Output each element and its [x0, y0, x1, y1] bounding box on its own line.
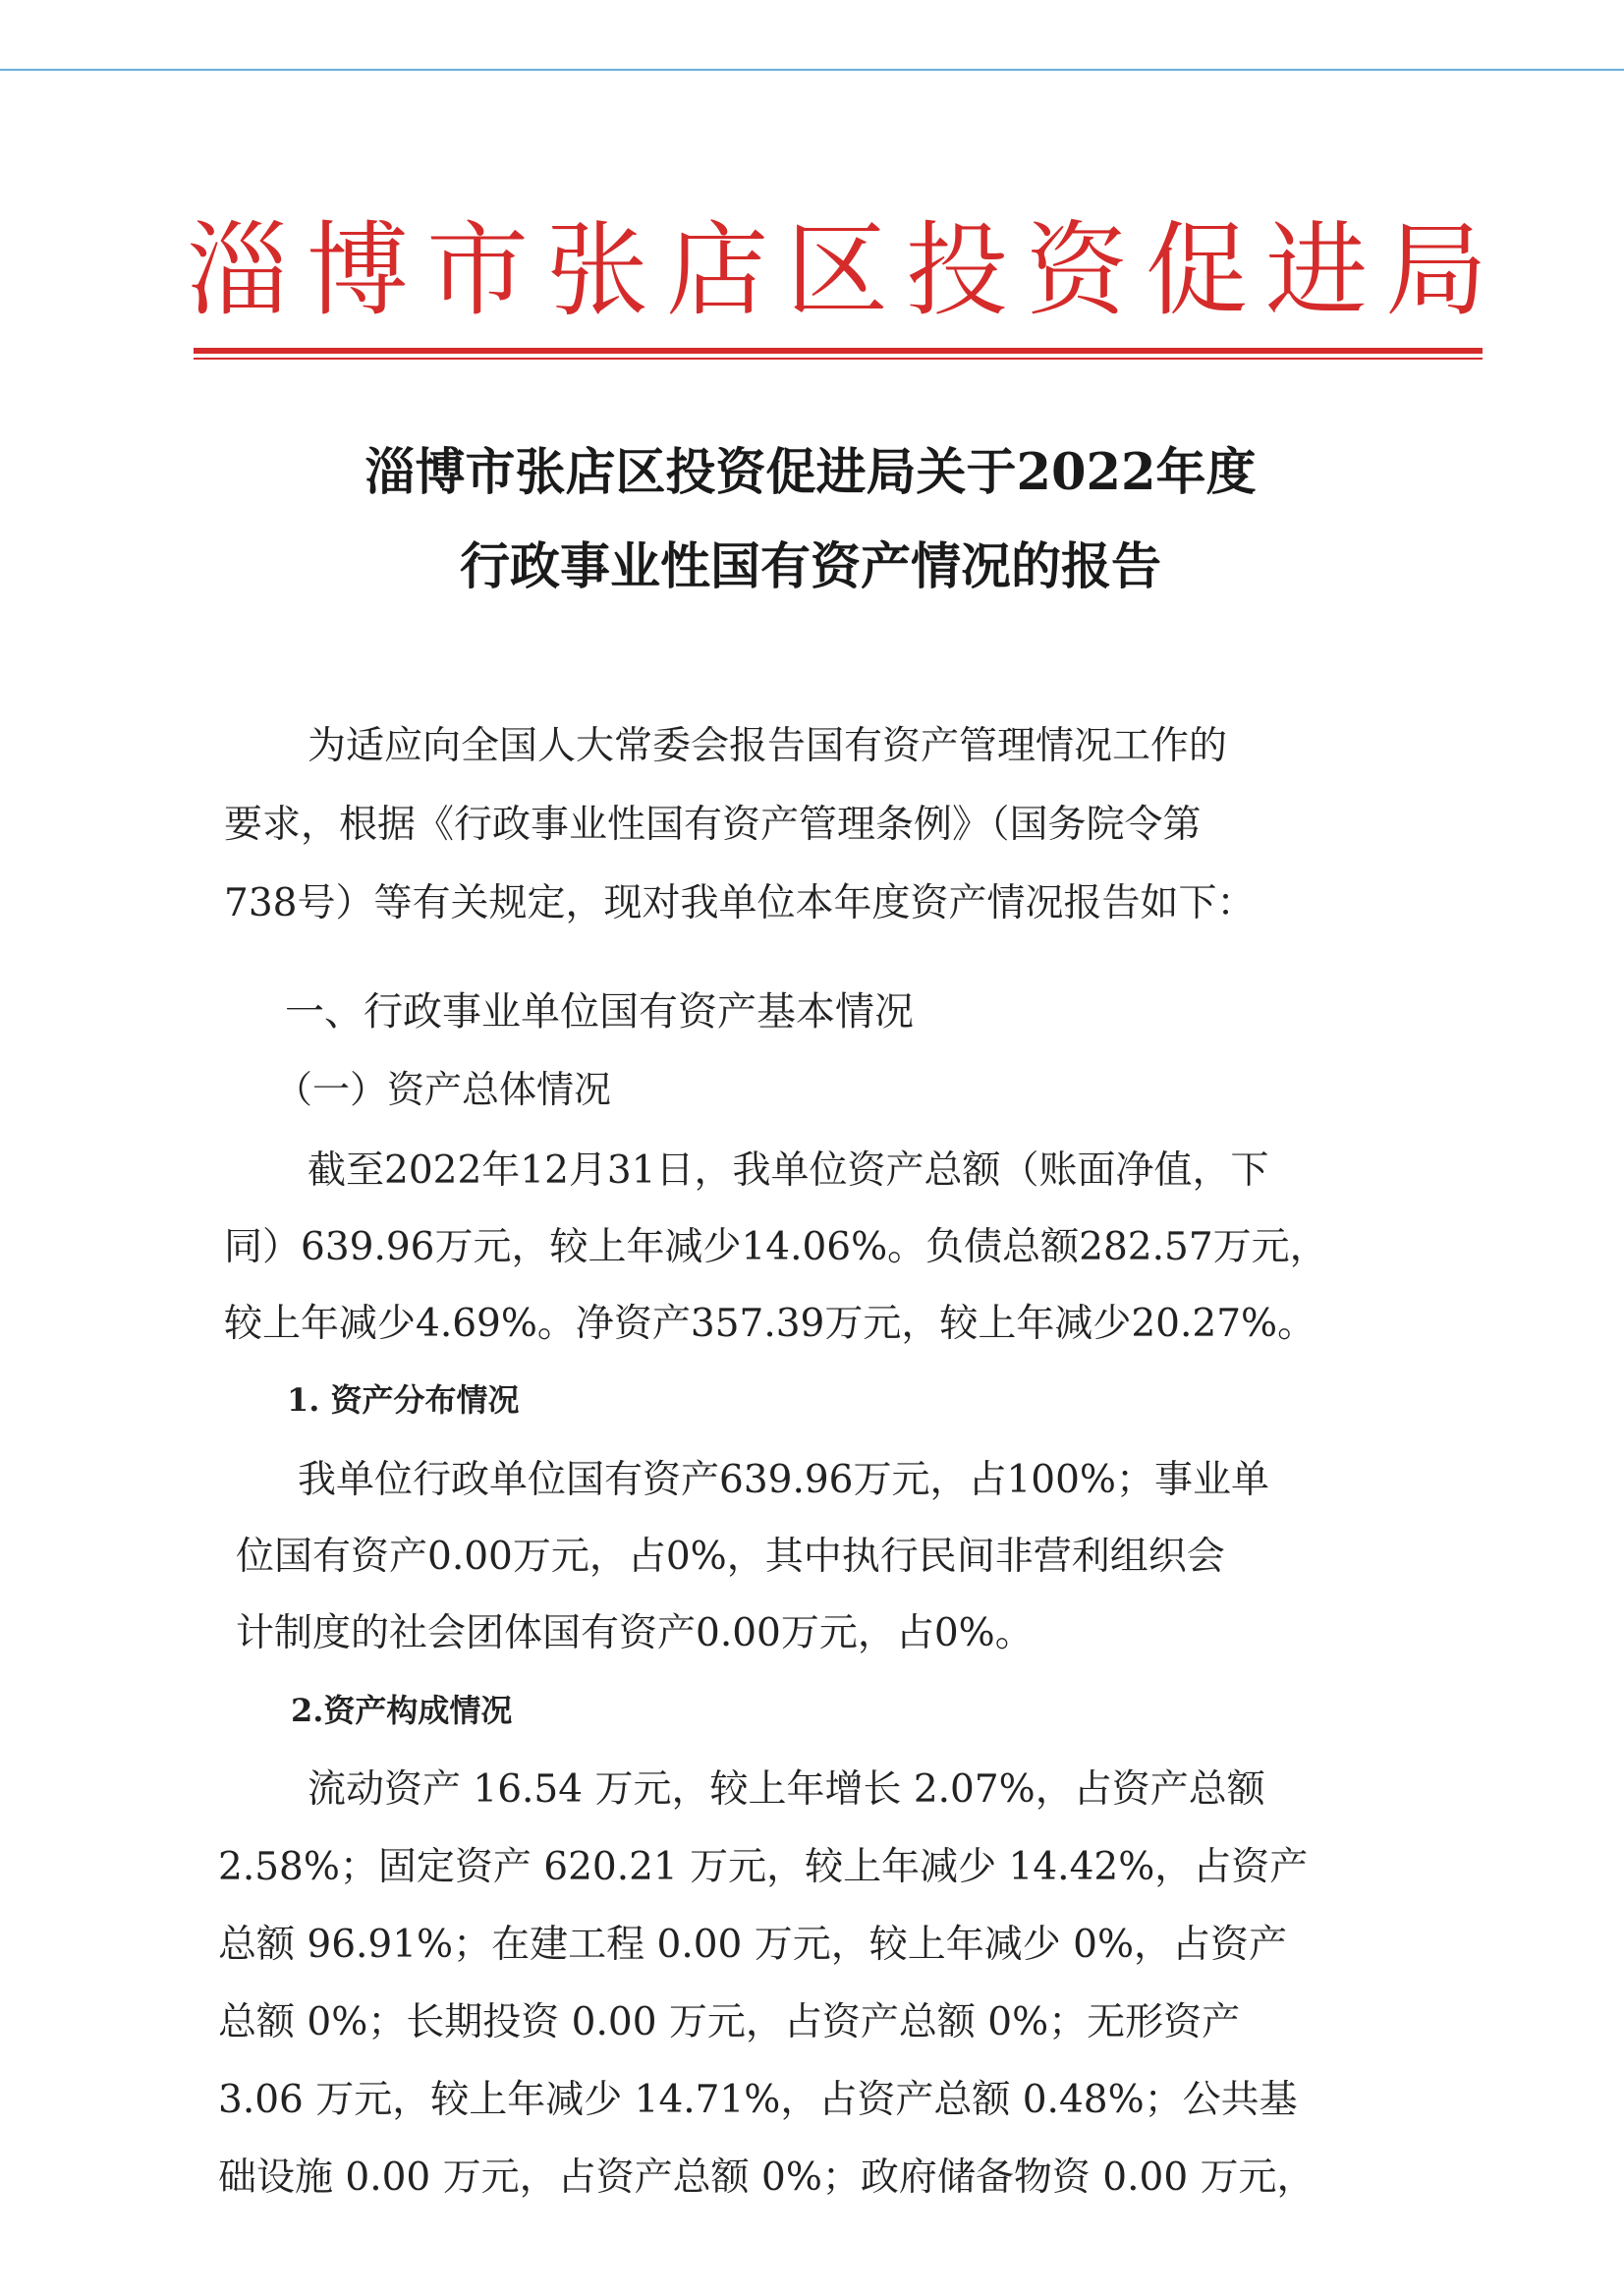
distribution-line-1: 我单位行政单位国有资产639.96万元，占100%；事业单: [298, 1458, 1269, 1502]
composition-line-2: 2.58%；固定资产 620.21 万元，较上年减少 14.42%，占资产: [218, 1845, 1309, 1889]
composition-line-6: 础设施 0.00 万元，占资产总额 0%；政府储备物资 0.00 万元，: [218, 2155, 1316, 2200]
masthead-red-rule: [194, 348, 1483, 354]
item-2-heading: 2.资产构成情况: [291, 1692, 513, 1729]
intro-line-2: 要求，根据《行政事业性国有资产管理条例》（国务院令第: [224, 803, 1202, 847]
overview-line-3: 较上年减少4.69%。净资产357.39万元，较上年减少20.27%。: [224, 1302, 1316, 1346]
distribution-line-2: 位国有资产0.00万元，占0%，其中执行民间非营利组织会: [236, 1535, 1225, 1579]
composition-line-4: 总额 0%；长期投资 0.00 万元，占资产总额 0%；无形资产: [218, 2000, 1241, 2044]
section-1-heading: 一、行政事业单位国有资产基本情况: [285, 989, 914, 1035]
overview-line-1: 截至2022年12月31日，我单位资产总额（账面净值，下: [308, 1148, 1269, 1193]
page-top-border: [0, 69, 1624, 71]
report-title-line-1: 淄博市张店区投资促进局关于2022年度: [364, 443, 1257, 502]
masthead-title: 淄博市张店区投资促进局: [187, 210, 1506, 330]
report-title-line-2: 行政事业性国有资产情况的报告: [459, 537, 1161, 596]
masthead-red-rule-thin: [194, 358, 1483, 360]
composition-line-3: 总额 96.91%；在建工程 0.00 万元，较上年减少 0%，占资产: [218, 1923, 1288, 1967]
item-1-heading: 1. 资产分布情况: [287, 1381, 520, 1419]
subsection-1-heading: （一）资产总体情况: [275, 1068, 612, 1111]
intro-line-1: 为适应向全国人大常委会报告国有资产管理情况工作的: [308, 724, 1228, 768]
distribution-line-3: 计制度的社会团体国有资产0.00万元，占0%。: [236, 1611, 1034, 1655]
composition-line-5: 3.06 万元，较上年减少 14.71%，占资产总额 0.48%；公共基: [218, 2078, 1298, 2122]
intro-line-3: 738号）等有关规定，现对我单位本年度资产情况报告如下：: [224, 881, 1256, 925]
composition-line-1: 流动资产 16.54 万元，较上年增长 2.07%，占资产总额: [308, 1767, 1265, 1812]
overview-line-2: 同）639.96万元，较上年减少14.06%。负债总额282.57万元，: [224, 1225, 1328, 1269]
